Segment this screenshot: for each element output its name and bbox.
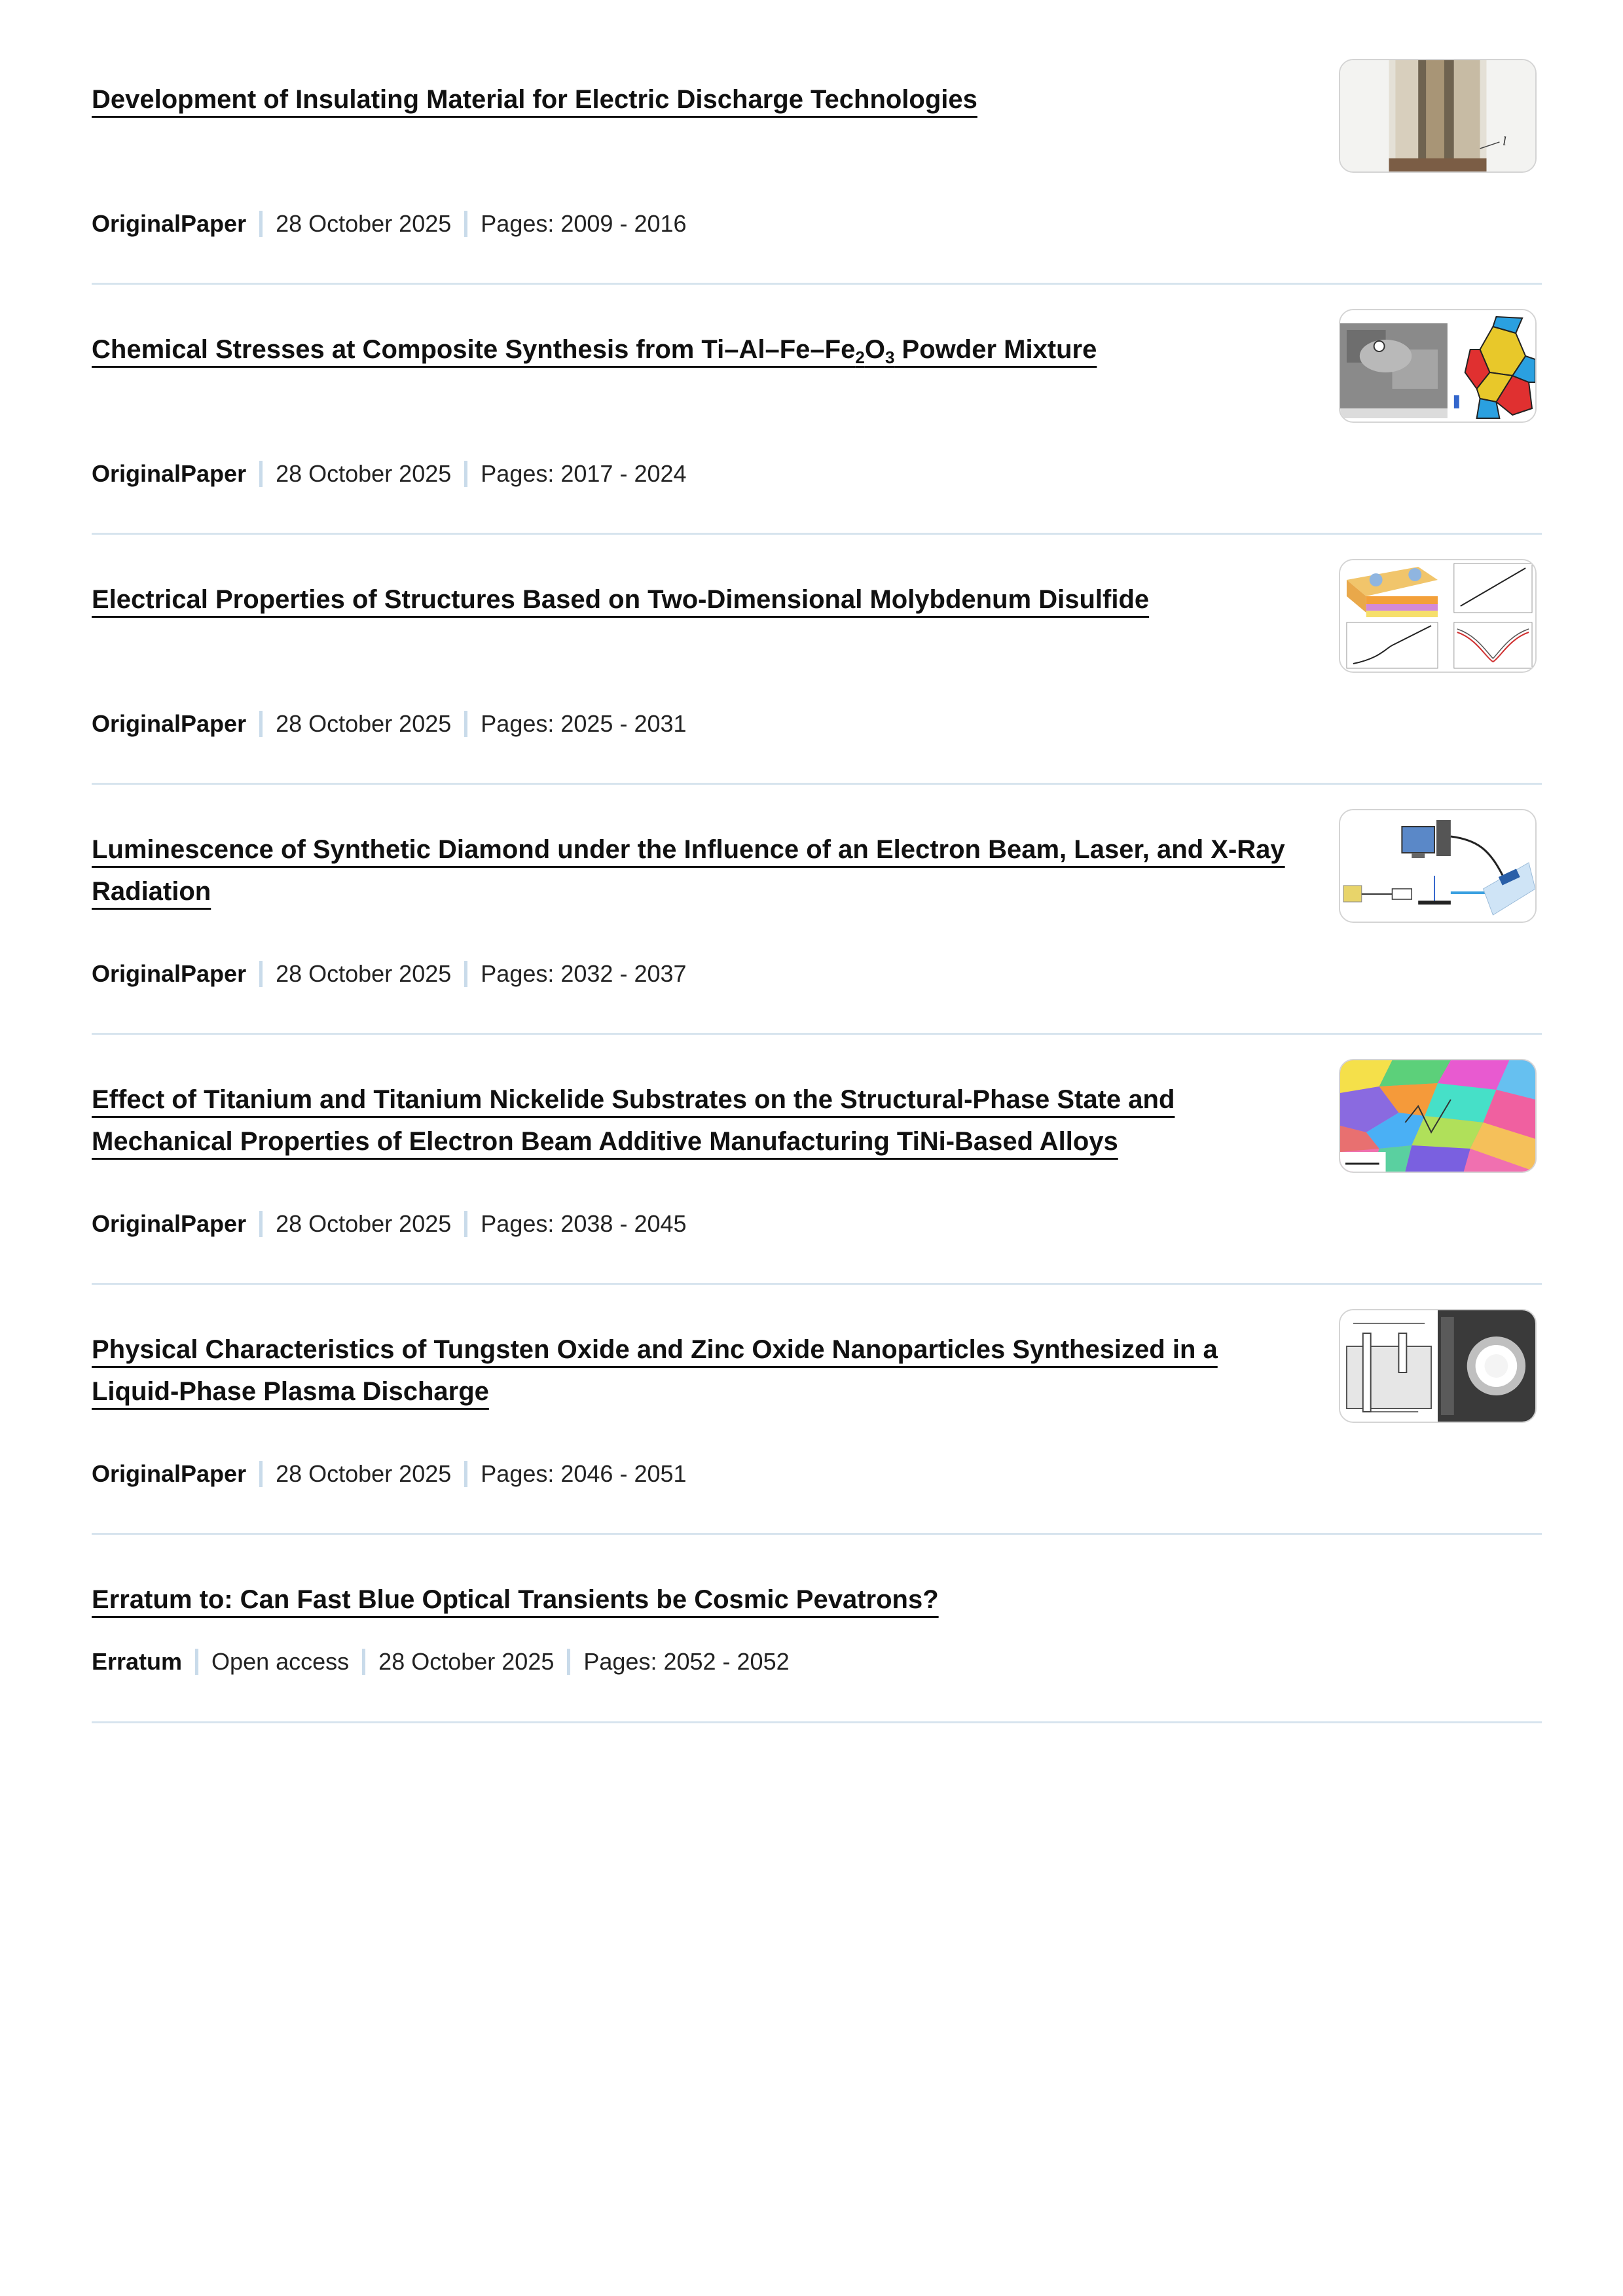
article-meta: [92, 458, 687, 488]
meta-separator: [362, 1649, 365, 1675]
article-meta: [92, 1646, 790, 1676]
article-meta: [92, 958, 687, 988]
svg-text:l: l: [1503, 134, 1507, 149]
publication-date: 28 October 2025: [276, 960, 452, 988]
insulating-material-photo: [1340, 60, 1535, 171]
page-range: Pages: 2038 - 2045: [481, 1210, 687, 1238]
article-divider: [92, 1283, 1542, 1285]
content-type: Erratum: [92, 1648, 183, 1676]
article-divider: [92, 533, 1542, 535]
article-title-link[interactable]: Chemical Stresses at Composite Synthesis from $Ti-Al-Fe-Fe_2O_3$ Powder Mixture: [92, 335, 1097, 367]
article-thumbnail[interactable]: [1339, 809, 1537, 923]
meta-separator: [464, 961, 467, 987]
publication-date: 28 October 2025: [276, 1210, 452, 1238]
article-title: [92, 1579, 1296, 1621]
article-title: [92, 579, 1296, 620]
meta-separator: [259, 1211, 263, 1237]
plasma-discharge-schematic-and-photo: [1340, 1310, 1535, 1422]
meta-separator: [464, 1211, 467, 1237]
article-title-link[interactable]: Development of Insulating Material for Electric Discharge Technologies: [92, 85, 977, 114]
content-type: OriginalPaper: [92, 1210, 247, 1238]
experimental-setup-schematic: [1340, 810, 1535, 922]
article-thumbnail[interactable]: [1339, 1309, 1537, 1423]
composite-micrograph-and-grain-diagram: [1340, 310, 1535, 422]
article-thumbnail[interactable]: [1339, 59, 1537, 173]
content-type: OriginalPaper: [92, 460, 247, 488]
page-range: Pages: 2052 - 2052: [583, 1648, 790, 1676]
publication-date: 28 October 2025: [276, 710, 452, 738]
meta-separator: [259, 1461, 263, 1487]
article-divider: [92, 1033, 1542, 1035]
meta-separator: [567, 1649, 570, 1675]
page-range: Pages: 2009 - 2016: [481, 210, 687, 238]
access-badge: Open access: [211, 1648, 350, 1676]
article-title: [92, 79, 1296, 120]
page-range: Pages: 2046 - 2051: [481, 1460, 687, 1488]
publication-date: 28 October 2025: [276, 1460, 452, 1488]
article-title-link[interactable]: Electrical Properties of Structures Based on Two-Dimensional Molybdenum Disulfide: [92, 585, 1150, 614]
article-title: [92, 1329, 1296, 1412]
meta-separator: [259, 461, 263, 487]
content-type: OriginalPaper: [92, 1460, 247, 1488]
content-type: OriginalPaper: [92, 210, 247, 238]
meta-separator: [464, 211, 467, 237]
publication-date: 28 October 2025: [276, 210, 452, 238]
meta-separator: [259, 711, 263, 737]
publication-date: 28 October 2025: [276, 460, 452, 488]
article-thumbnail[interactable]: [1339, 309, 1537, 423]
article-title: [92, 1079, 1296, 1162]
article-thumbnail[interactable]: [1339, 559, 1537, 673]
meta-separator: [464, 461, 467, 487]
article-title: [92, 329, 1296, 370]
article-title-link[interactable]: Physical Characteristics of Tungsten Oxide and Zinc Oxide Nanoparticles Synthesized in a Liquid-Phase Plasma Discharge: [92, 1335, 1218, 1406]
article-title: [92, 829, 1296, 912]
article-meta: [92, 1458, 687, 1488]
meta-separator: [259, 211, 263, 237]
article-thumbnail[interactable]: [1339, 1059, 1537, 1173]
article-title-link[interactable]: Effect of Titanium and Titanium Nickelide Substrates on the Structural-Phase State and Mechanical Properties of Electron Beam Additive Manufacturing TiNi-Based Alloys: [92, 1085, 1175, 1156]
layered-structure-and-iv-curves: [1340, 560, 1535, 672]
meta-separator: [259, 961, 263, 987]
meta-separator: [195, 1649, 198, 1675]
article-meta: [92, 708, 687, 738]
article-divider: [92, 783, 1542, 785]
article-title-link[interactable]: Luminescence of Synthetic Diamond under the Influence of an Electron Beam, Laser, and X-Ray Radiation: [92, 835, 1285, 906]
article-meta: [92, 208, 687, 238]
page-range: Pages: 2032 - 2037: [481, 960, 687, 988]
content-type: OriginalPaper: [92, 960, 247, 988]
content-type: OriginalPaper: [92, 710, 247, 738]
publication-date: 28 October 2025: [378, 1648, 555, 1676]
page-range: Pages: 2017 - 2024: [481, 460, 687, 488]
article-divider: [92, 1721, 1542, 1723]
article-meta: [92, 1208, 687, 1238]
article-divider: [92, 283, 1542, 285]
article-divider: [92, 1533, 1542, 1535]
ebsd-grain-map: [1340, 1060, 1535, 1172]
article-title-link[interactable]: Erratum to: Can Fast Blue Optical Transients be Cosmic Pevatrons?: [92, 1585, 939, 1614]
meta-separator: [464, 711, 467, 737]
page-range: Pages: 2025 - 2031: [481, 710, 687, 738]
meta-separator: [464, 1461, 467, 1487]
